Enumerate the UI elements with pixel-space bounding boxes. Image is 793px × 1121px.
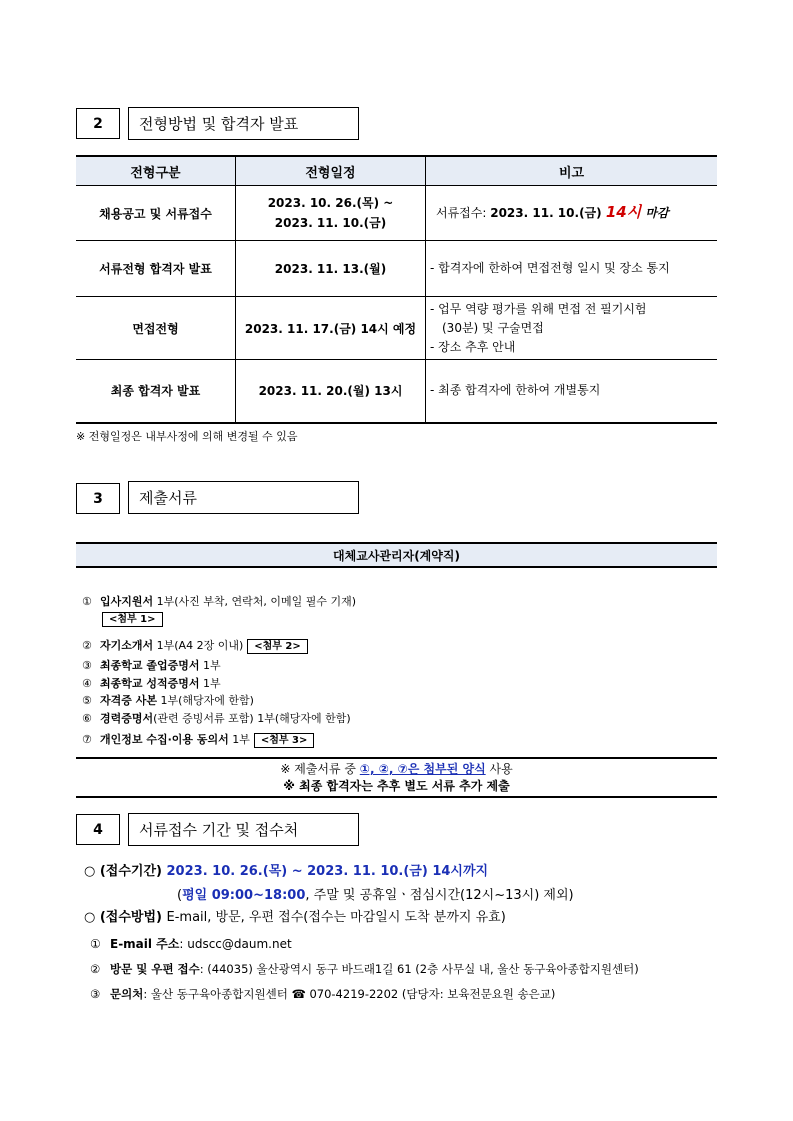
note-cell: - 최종 합격자에 한하여 개별통지 bbox=[426, 360, 718, 423]
note-prefix: 서류접수: bbox=[436, 206, 491, 220]
item-number: ⑤ bbox=[82, 694, 92, 707]
stage-cell: 면접전형 bbox=[76, 297, 236, 360]
contact-value: : udscc@daum.net bbox=[179, 937, 292, 951]
item-number: ① bbox=[82, 595, 92, 608]
item-name: 최종학교 성적증명서 bbox=[100, 677, 200, 690]
item-number: ② bbox=[90, 962, 101, 976]
period-line bbox=[84, 860, 488, 879]
note-cell bbox=[426, 297, 718, 360]
schedule-table bbox=[76, 155, 717, 424]
item-name: 경력증명서 bbox=[100, 712, 154, 725]
method-line bbox=[84, 906, 506, 925]
method-label: ○ (접수방법) bbox=[84, 910, 167, 925]
deadline-hour: 14시 bbox=[605, 203, 642, 221]
contact-value: : 울산 동구육아종합지원센터 ☎ 070-4219-2202 (담당자: 보육전문요원 송은교) bbox=[143, 987, 556, 1001]
date-cell: 2023. 11. 20.(월) 13시 bbox=[236, 360, 426, 423]
item-name: 개인정보 수집·이용 동의서 bbox=[100, 733, 229, 746]
contact-label: 문의처 bbox=[110, 987, 144, 1001]
table-row bbox=[76, 186, 717, 241]
date-cell bbox=[236, 186, 426, 241]
header-stage: 전형구분 bbox=[76, 156, 236, 186]
item-number: ③ bbox=[82, 659, 92, 672]
item-name: 최종학교 졸업증명서 bbox=[100, 659, 200, 672]
list-item bbox=[82, 731, 314, 748]
weekday-hours: 평일 09:00~18:00 bbox=[182, 888, 306, 903]
contact-inquiry bbox=[90, 986, 555, 1002]
attachment-tag-1 bbox=[98, 612, 163, 627]
item-desc: 1부 bbox=[228, 733, 250, 746]
method-value: E-mail, 방문, 우편 접수(접수는 마감일시 도착 분까지 유효) bbox=[166, 910, 506, 925]
date-cell: 2023. 11. 17.(금) 14시 예정 bbox=[236, 297, 426, 360]
item-name: 자격증 사본 bbox=[100, 694, 157, 707]
stage-cell: 서류전형 합격자 발표 bbox=[76, 241, 236, 297]
item-name: 입사지원서 bbox=[100, 595, 154, 608]
divider bbox=[76, 757, 717, 759]
period-sub-rest: , 주말 및 공휴일ㆍ점심시간(12시~13시) 제외) bbox=[305, 888, 574, 903]
item-desc: 1부(사진 부착, 연락처, 이메일 필수 기재) bbox=[153, 595, 357, 608]
contact-value: : (44035) 울산광역시 동구 바드래1길 61 (2층 사무실 내, 울산 동구육아종합지원센터) bbox=[199, 962, 639, 976]
attachment-label: <첨부 2> bbox=[247, 639, 308, 654]
table-header-row bbox=[76, 156, 717, 186]
item-number: ⑥ bbox=[82, 712, 92, 725]
item-number: ③ bbox=[90, 987, 101, 1001]
header-note: 비고 bbox=[426, 156, 718, 186]
section-2-number: 2 bbox=[76, 108, 120, 139]
item-desc: 1부 bbox=[199, 659, 221, 672]
divider bbox=[76, 796, 717, 798]
section-4-title: 서류접수 기간 및 접수처 bbox=[128, 813, 359, 846]
stage-cell: 채용공고 및 서류접수 bbox=[76, 186, 236, 241]
section-4-number: 4 bbox=[76, 814, 120, 845]
note-line: (30분) 및 구술면접 bbox=[442, 320, 544, 335]
section-3-title: 제출서류 bbox=[128, 481, 359, 514]
item-number: ① bbox=[90, 937, 101, 951]
note-suffix: 사용 bbox=[485, 762, 513, 776]
documents-subheader: 대체교사관리자(계약직) bbox=[76, 542, 717, 568]
item-desc: 1부(A4 2장 이내) bbox=[153, 639, 244, 652]
deadline-word: 마감 bbox=[641, 206, 669, 220]
contact-label: E-mail 주소 bbox=[110, 937, 180, 951]
attachment-label: <첨부 1> bbox=[102, 612, 163, 627]
list-item bbox=[82, 675, 221, 691]
note-cell bbox=[426, 186, 718, 241]
table-row bbox=[76, 241, 717, 297]
item-number: ② bbox=[82, 639, 92, 652]
period-sub-prefix: ( bbox=[177, 888, 183, 903]
note-prefix: ※ 제출서류 중 bbox=[280, 762, 360, 776]
section-2-title: 전형방법 및 합격자 발표 bbox=[128, 107, 359, 140]
date-line: 2023. 11. 10.(금) bbox=[274, 216, 387, 230]
period-label: ○ (접수기간) bbox=[84, 864, 167, 879]
schedule-footnote: ※ 전형일정은 내부사정에 의해 변경될 수 있음 bbox=[76, 430, 298, 443]
contact-address bbox=[90, 961, 639, 977]
header-date: 전형일정 bbox=[236, 156, 426, 186]
section-3-number: 3 bbox=[76, 483, 120, 514]
list-item bbox=[82, 637, 308, 654]
item-number: ④ bbox=[82, 677, 92, 690]
note-line: - 업무 역량 평가를 위해 면접 전 필기시험 bbox=[430, 301, 647, 316]
list-item bbox=[82, 657, 221, 673]
item-desc: (관련 증빙서류 포함) 1부(해당자에 한함) bbox=[153, 712, 351, 725]
table-row bbox=[76, 297, 717, 360]
note-line: - 장소 추후 안내 bbox=[430, 339, 516, 354]
note-highlight: ①, ②, ⑦은 첨부된 양식 bbox=[359, 762, 486, 776]
attachment-label: <첨부 3> bbox=[254, 733, 315, 748]
item-name: 자기소개서 bbox=[100, 639, 154, 652]
item-desc: 1부(해당자에 한함) bbox=[156, 694, 254, 707]
item-desc: 1부 bbox=[199, 677, 221, 690]
additional-docs-note: ※ 최종 합격자는 추후 별도 서류 추가 제출 bbox=[283, 779, 510, 793]
period-value: 2023. 10. 26.(목) ~ 2023. 11. 10.(금) 14시까지 bbox=[166, 864, 489, 879]
date-cell: 2023. 11. 13.(월) bbox=[236, 241, 426, 297]
note-date: 2023. 11. 10.(금) bbox=[490, 206, 606, 220]
contact-label: 방문 및 우편 접수 bbox=[110, 962, 200, 976]
list-item bbox=[82, 710, 351, 726]
table-row bbox=[76, 360, 717, 423]
period-sub-line bbox=[177, 884, 574, 903]
note-cell: - 합격자에 한하여 면접전형 일시 및 장소 통지 bbox=[426, 241, 718, 297]
list-item bbox=[82, 593, 356, 609]
item-number: ⑦ bbox=[82, 733, 92, 746]
stage-cell: 최종 합격자 발표 bbox=[76, 360, 236, 423]
form-usage-note bbox=[76, 760, 717, 777]
list-item bbox=[82, 692, 254, 708]
contact-email bbox=[90, 935, 292, 952]
date-line: 2023. 10. 26.(목) ~ bbox=[267, 196, 394, 210]
